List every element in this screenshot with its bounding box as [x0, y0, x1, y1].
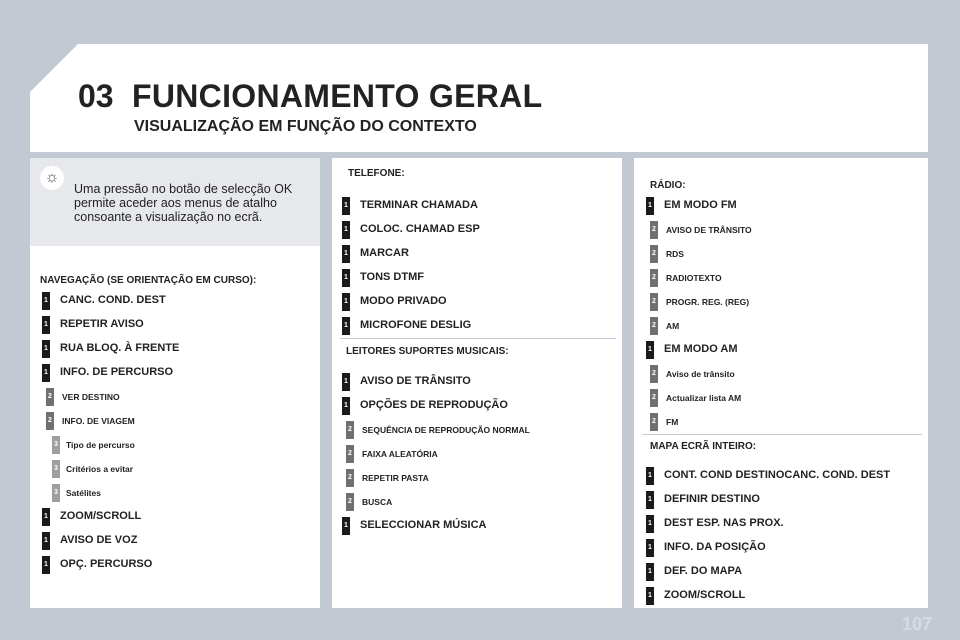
level-badge: 1: [342, 269, 350, 287]
level-badge: 2: [346, 493, 354, 511]
level-badge: 2: [650, 245, 658, 263]
level-badge: 2: [650, 221, 658, 239]
page-subtitle: VISUALIZAÇÃO EM FUNÇÃO DO CONTEXTO: [134, 118, 477, 135]
level-badge: 1: [646, 491, 654, 509]
level-badge: 2: [650, 413, 658, 431]
menu-item-label: MICROFONE DESLIG: [360, 319, 472, 331]
menu-item-label: AVISO DE VOZ: [60, 534, 138, 546]
menu-item-label: AVISO DE TRÂNSITO: [360, 375, 471, 387]
level-badge: 2: [46, 388, 54, 406]
level-badge: 2: [346, 469, 354, 487]
level-badge: 2: [346, 445, 354, 463]
level-badge: 1: [342, 245, 350, 263]
level-badge: 1: [342, 317, 350, 335]
menu-item-label: RADIOTEXTO: [666, 273, 722, 283]
menu-item-label: Actualizar lista AM: [666, 393, 742, 403]
level-badge: 1: [646, 515, 654, 533]
tip-text: Uma pressão no botão de selecção OK permite aceder aos menus de atalho consoante a visualização no ecrã.: [74, 182, 293, 224]
menu-item-label: AVISO DE TRÂNSITO: [666, 225, 752, 235]
menu-item-label: DEF. DO MAPA: [664, 565, 743, 577]
level-badge: 1: [646, 587, 654, 605]
tip-box: [30, 158, 320, 246]
menu-item-label: REPETIR AVISO: [60, 318, 144, 330]
menu-item-label: INFO. DE PERCURSO: [60, 366, 174, 378]
menu-item-label: PROGR. REG. (REG): [666, 297, 750, 307]
separator: [340, 338, 616, 339]
sun-tip-icon: ☼: [40, 166, 64, 190]
menu-item-label: ZOOM/SCROLL: [664, 589, 746, 601]
level-badge: 1: [646, 341, 654, 359]
menu-item-label: MARCAR: [360, 247, 409, 259]
menu-item-label: AM: [666, 321, 680, 331]
menu-item-label: Tipo de percurso: [66, 440, 135, 450]
level-badge: 2: [650, 317, 658, 335]
level-badge: 1: [42, 364, 50, 382]
level-badge: 1: [646, 467, 654, 485]
section-title-mapa: MAPA ECRÃ INTEIRO:: [650, 441, 757, 452]
level-badge: 1: [42, 292, 50, 310]
level-badge: 1: [342, 221, 350, 239]
level-badge: 3: [52, 436, 60, 454]
menu-item-label: DEFINIR DESTINO: [664, 493, 760, 505]
level-badge: 1: [342, 517, 350, 535]
level-badge: 1: [42, 556, 50, 574]
level-badge: 2: [650, 269, 658, 287]
section-title-leitores: LEITORES SUPORTES MUSICAIS:: [346, 346, 509, 357]
level-badge: 1: [42, 532, 50, 550]
section-title-navigation: NAVEGAÇÃO (SE ORIENTAÇÃO EM CURSO):: [40, 275, 257, 286]
menu-item-label: RUA BLOQ. À FRENTE: [60, 342, 180, 354]
menu-item-label: VER DESTINO: [62, 392, 120, 402]
menu-item-label: SELECCIONAR MÚSICA: [360, 519, 487, 531]
menu-item-label: DEST ESP. NAS PROX.: [664, 517, 784, 529]
level-badge: 1: [646, 563, 654, 581]
menu-item-label: INFO. DA POSIÇÃO: [664, 541, 766, 553]
chapter-number: 03: [78, 78, 114, 114]
level-badge: 1: [646, 539, 654, 557]
menu-item-label: TONS DTMF: [360, 271, 424, 283]
level-badge: 2: [46, 412, 54, 430]
menu-item-label: INFO. DE VIAGEM: [62, 416, 135, 426]
level-badge: 1: [342, 293, 350, 311]
level-badge: 3: [52, 460, 60, 478]
level-badge: 1: [342, 373, 350, 391]
menu-item-label: REPETIR PASTA: [362, 473, 429, 483]
level-badge: 2: [346, 421, 354, 439]
level-badge: 2: [650, 389, 658, 407]
menu-item-label: Satélites: [66, 488, 101, 498]
level-badge: 1: [42, 316, 50, 334]
menu-item-label: Critérios a evitar: [66, 464, 134, 474]
menu-item-label: SEQUÊNCIA DE REPRODUÇÃO NORMAL: [362, 425, 530, 435]
menu-item-label: MODO PRIVADO: [360, 295, 447, 307]
section-title-radio: RÁDIO:: [650, 180, 686, 191]
menu-item-label: RDS: [666, 249, 684, 259]
menu-item-label: BUSCA: [362, 497, 393, 507]
page-title: FUNCIONAMENTO GERAL: [132, 78, 543, 114]
menu-item-label: CANC. COND. DEST: [60, 294, 166, 306]
level-badge: 2: [650, 365, 658, 383]
level-badge: 1: [342, 397, 350, 415]
menu-item-label: FM: [666, 417, 679, 427]
level-badge: 1: [42, 340, 50, 358]
menu-item-label: TERMINAR CHAMADA: [360, 199, 478, 211]
level-badge: 1: [42, 508, 50, 526]
menu-item-label: ZOOM/SCROLL: [60, 510, 142, 522]
menu-item-label: COLOC. CHAMAD ESP: [360, 223, 480, 235]
section-title-telefone: TELEFONE:: [348, 168, 405, 179]
menu-item-label: EM MODO FM: [664, 199, 737, 211]
menu-item-label: Aviso de trânsito: [666, 369, 735, 379]
level-badge: 1: [646, 197, 654, 215]
level-badge: 1: [342, 197, 350, 215]
menu-item-label: EM MODO AM: [664, 343, 738, 355]
menu-item-label: FAIXA ALEATÓRIA: [362, 449, 438, 459]
separator: [642, 434, 922, 435]
menu-item-label: CONT. COND DESTINOCANC. COND. DEST: [664, 469, 891, 481]
menu-item-label: OPÇÕES DE REPRODUÇÃO: [360, 399, 508, 411]
level-badge: 3: [52, 484, 60, 502]
menu-item-label: OPÇ. PERCURSO: [60, 558, 153, 570]
level-badge: 2: [650, 293, 658, 311]
page-number: 107: [901, 614, 932, 634]
